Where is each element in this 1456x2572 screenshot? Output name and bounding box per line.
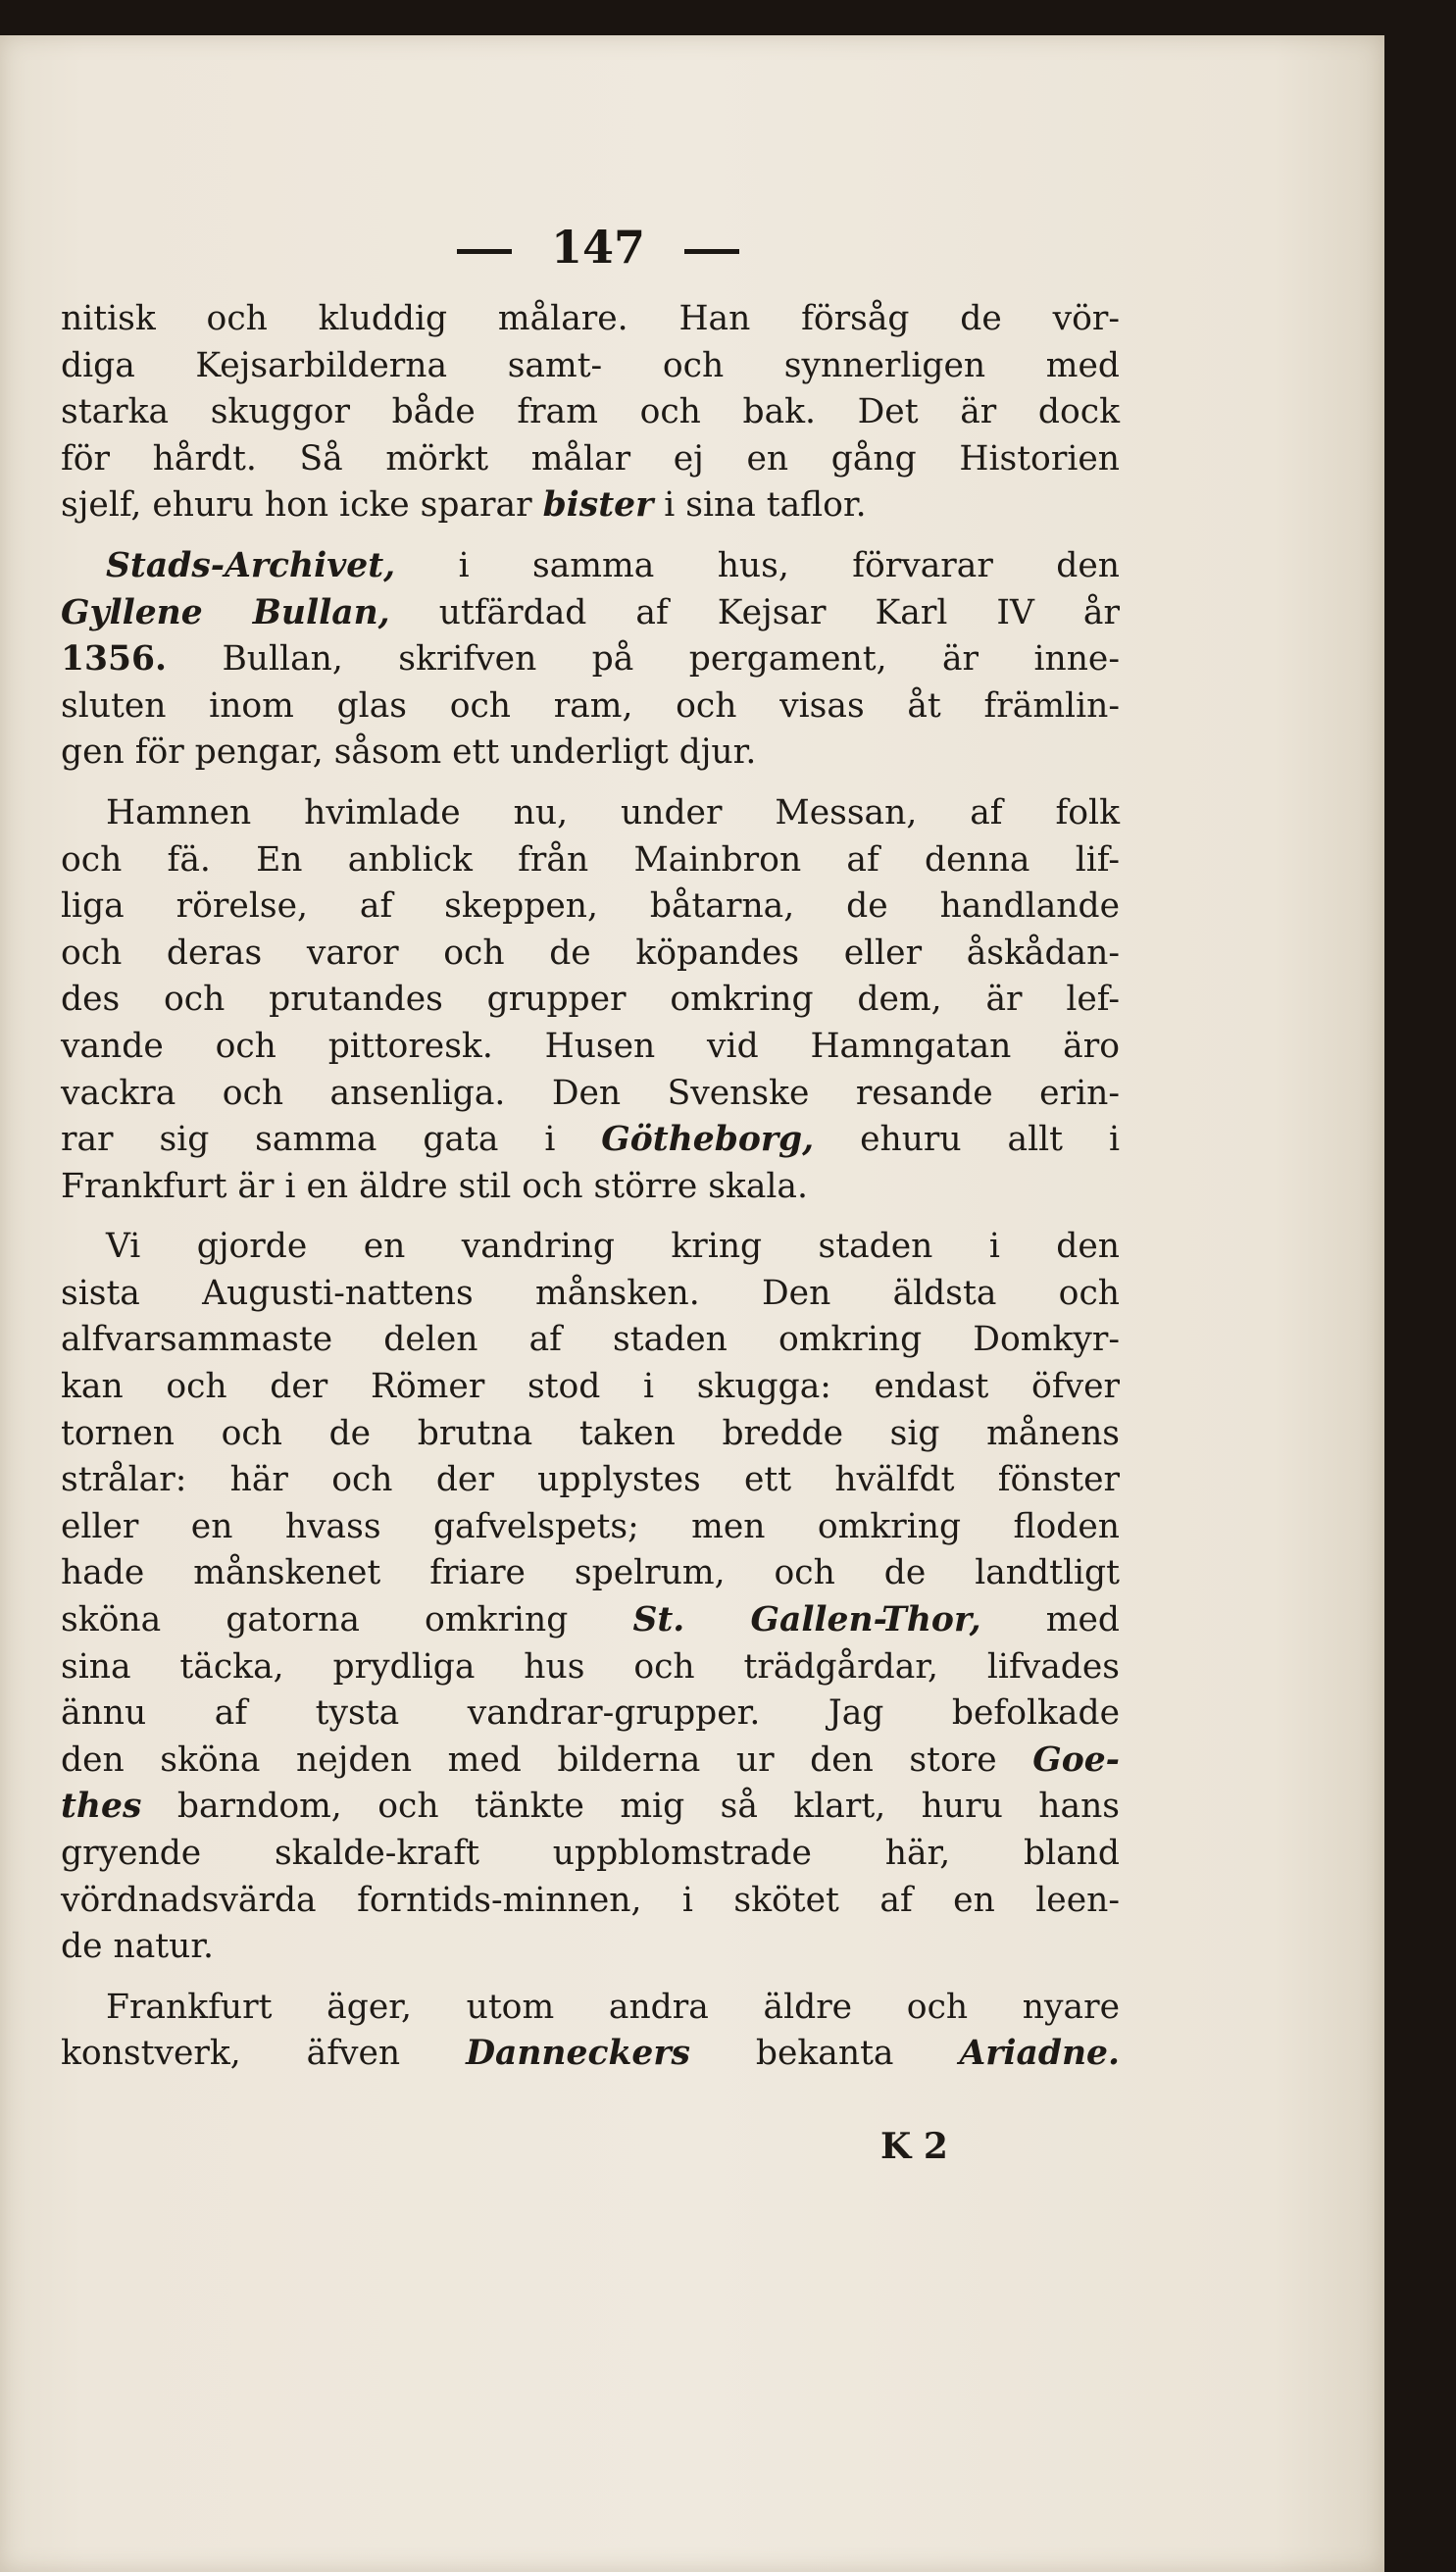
text-line	[61, 977, 1120, 1024]
text-run: rar sig samma gata i	[61, 1120, 602, 1160]
text-line	[61, 1690, 1120, 1738]
text-line	[61, 1550, 1120, 1597]
text-run: starka skuggor både fram och bak. Det är dock	[61, 392, 1120, 432]
text-run: ehuru allt i	[814, 1120, 1120, 1160]
text-line	[61, 343, 1120, 390]
text-run: med	[980, 1600, 1120, 1640]
text-run: sköna gatorna omkring	[61, 1600, 633, 1640]
italic-text: Stads-Archivet,	[106, 545, 396, 585]
text-run: konstverk, äfven	[61, 2034, 467, 2074]
text-run: i sina taflor.	[653, 485, 867, 526]
signature-mark: K 2	[880, 2126, 948, 2167]
text-run: bekanta	[689, 2034, 960, 2074]
italic-text: bister	[542, 485, 654, 526]
page-number: 147	[550, 221, 646, 274]
text-run: hade månskenet friare spelrum, och de landtligt	[61, 1553, 1120, 1593]
header-dash-left	[457, 249, 512, 254]
text-run: de natur.	[61, 1927, 215, 1967]
italic-text: Ariadne.	[959, 2034, 1121, 2074]
text-run: Frankfurt är i en äldre stil och större skala.	[61, 1166, 808, 1206]
text-line	[61, 1224, 1120, 1271]
text-run: gryende skalde-kraft uppblomstrade här, bland	[61, 1834, 1120, 1873]
text-run: och fä. En anblick från Mainbron af denna lif-	[61, 839, 1120, 880]
text-line	[61, 1364, 1120, 1411]
text-run: alfvarsammaste delen af staden omkring Domkyr-	[61, 1320, 1120, 1360]
text-run: eller en hvass gafvelspets; men omkring floden	[61, 1506, 1120, 1546]
text-line	[61, 1784, 1120, 1831]
text-line	[61, 883, 1120, 931]
text-line	[61, 837, 1120, 884]
text-run: Hamnen hvimlade nu, under Messan, af folk	[106, 792, 1120, 832]
italic-text: thes	[61, 1787, 142, 1827]
text-line	[61, 1597, 1120, 1644]
text-run: kan och der Römer stod i skugga: endast öfver	[61, 1367, 1120, 1407]
text-line	[61, 730, 1120, 777]
text-line	[61, 543, 1120, 590]
text-line	[61, 436, 1120, 483]
text-run: sista Augusti-nattens månsken. Den äldsta och	[61, 1273, 1120, 1313]
text-line	[61, 296, 1120, 343]
text-line	[61, 1924, 1120, 1971]
text-line	[61, 590, 1120, 637]
text-run: ännu af tysta vandrar-grupper. Jag befolkade	[61, 1693, 1120, 1734]
text-run: diga Kejsarbilderna samt- och synnerligen med	[61, 345, 1120, 385]
text-line	[61, 1504, 1120, 1551]
text-line	[61, 636, 1120, 683]
italic-text: Gyllene Bullan,	[61, 592, 390, 632]
text-line	[61, 1071, 1120, 1118]
text-run: nitisk och kluddig målare. Han försåg de vör-	[61, 299, 1120, 338]
text-line	[61, 1831, 1120, 1878]
text-run: Bullan, skrifven på pergament, är inne-	[167, 639, 1120, 680]
text-line	[61, 1457, 1120, 1504]
text-run: liga rörelse, af skeppen, båtarna, de handlande	[61, 886, 1120, 927]
text-line	[61, 1644, 1120, 1691]
text-run: des och prutandes grupper omkring dem, är lef-	[61, 980, 1120, 1020]
text-run: gen för pengar, såsom ett underligt djur.	[61, 732, 757, 773]
paragraph-gap	[61, 530, 1120, 543]
italic-text: Götheborg,	[601, 1120, 815, 1160]
text-line	[61, 1738, 1120, 1785]
text-run: för hårdt. Så mörkt målar ej en gång Historien	[61, 438, 1120, 479]
text-line	[61, 1878, 1120, 1925]
italic-text: Danneckers	[466, 2034, 690, 2074]
paragraph-gap	[61, 1971, 1120, 1985]
text-run: vande och pittoresk. Husen vid Hamngatan äro	[61, 1026, 1120, 1066]
text-run: vackra och ansenliga. Den Svenske resande erin-	[61, 1073, 1120, 1113]
text-run: sina täcka, prydliga hus och trädgårdar, lifvades	[61, 1646, 1120, 1687]
text-run: och deras varor och de köpandes eller åskådan-	[61, 933, 1120, 973]
text-line	[61, 683, 1120, 731]
text-run: sjelf, ehuru hon icke sparar	[61, 485, 543, 526]
text-line	[61, 1317, 1120, 1364]
text-line	[61, 1411, 1120, 1458]
text-line	[61, 482, 1120, 530]
text-line	[61, 389, 1120, 436]
italic-text: Goe-	[1032, 1740, 1120, 1780]
body-text	[61, 296, 1120, 2078]
text-line	[61, 2031, 1120, 2078]
text-run: utfärdad af Kejsar Karl IV år	[389, 592, 1120, 632]
paragraph-gap	[61, 777, 1120, 790]
text-run: Vi gjorde en vandring kring staden i den	[106, 1227, 1120, 1267]
text-line	[61, 1271, 1120, 1318]
text-run: i samma hus, förvarar den	[395, 545, 1120, 585]
text-run: vördnadsvärda forntids-minnen, i skötet af en leen-	[61, 1880, 1120, 1920]
text-line	[61, 790, 1120, 837]
running-header	[392, 221, 804, 299]
italic-text: St. Gallen-Thor,	[632, 1600, 981, 1640]
text-run: tornen och de brutna taken bredde sig månens	[61, 1413, 1120, 1453]
text-run: den sköna nejden med bilderna ur den store	[61, 1740, 1033, 1780]
text-run: Frankfurt äger, utom andra äldre och nyare	[106, 1987, 1120, 2027]
text-line	[61, 1164, 1120, 1211]
header-dash-right	[684, 249, 739, 254]
text-run: strålar: här och der upplystes ett hvälfdt fönster	[61, 1460, 1120, 1500]
text-run: barndom, och tänkte mig så klart, huru hans	[141, 1787, 1120, 1827]
text-line	[61, 1117, 1120, 1164]
text-line	[61, 1024, 1120, 1071]
text-run: sluten inom glas och ram, och visas åt främlin-	[61, 685, 1120, 726]
paragraph-gap	[61, 1210, 1120, 1224]
text-line	[61, 931, 1120, 978]
text-line	[61, 1985, 1120, 2032]
bold-text: 1356.	[61, 639, 168, 680]
